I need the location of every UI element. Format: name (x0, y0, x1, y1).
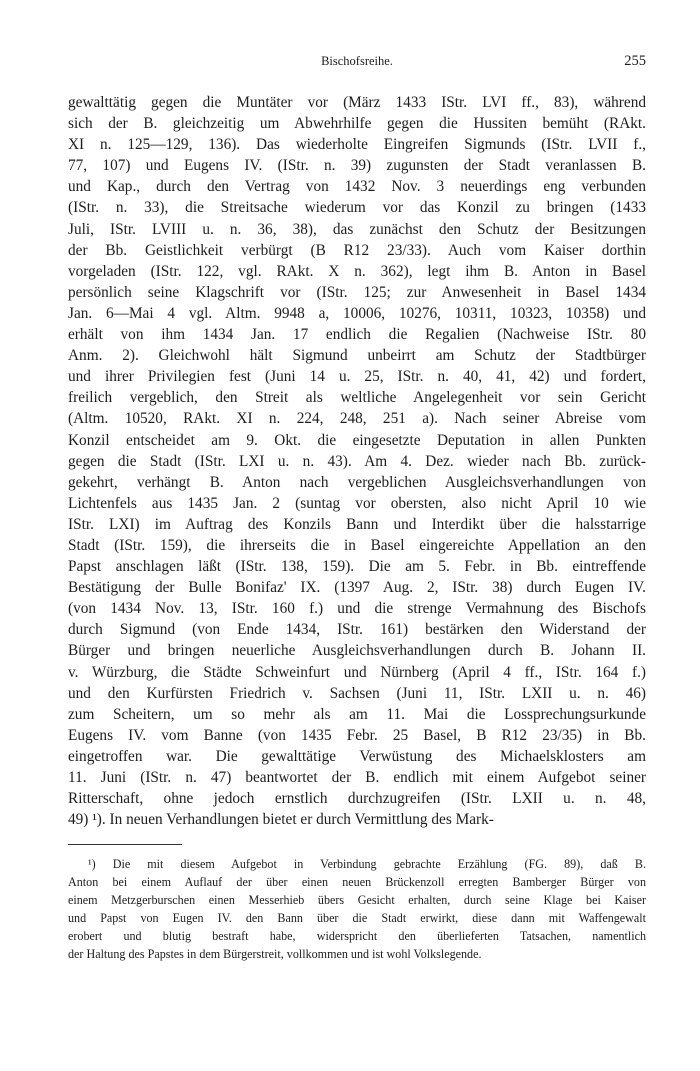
body-line: und ihrer Privilegien fest (Juni 14 u. 25, IStr. n. 40, 41, 42) und fordert, (68, 368, 646, 386)
body-line: gekehrt, verhängt B. Anton nach vergeblichen Ausgleichsverhandlungen von (68, 473, 646, 491)
body-line: 77, 107) und Eugens IV. (IStr. n. 39) zugunsten der Stadt veranlassen B. (68, 157, 646, 175)
body-line: Bestätigung der Bulle Bonifaz' IX. (1397 Aug. 2, IStr. 38) durch Eugen IV. (68, 579, 646, 597)
body-line: gewalttätig gegen die Muntäter vor (März 1433 IStr. LVI ff., 83), während (68, 94, 646, 111)
body-line: Bürger und bringen neuerliche Ausgleichsverhandlungen durch B. Johann II. (68, 642, 646, 660)
footnote-line: ¹) Die mit diesem Aufgebot in Verbindung gebrachte Erzählung (FG. 89), daß B. (88, 857, 646, 871)
page-header (68, 54, 646, 74)
footnote-line: erobert und blutig bestraft habe, widerspricht den überlieferten Tatsachen, namentlich (68, 929, 646, 943)
body-line: 49) ¹). In neuen Verhandlungen bietet er durch Vermittlung des Mark- (68, 811, 494, 829)
body-line: Stadt (IStr. 159), die ihrerseits die in Basel eingereichte Appellation an den (68, 536, 646, 554)
footnote-line: einem Metzgerburschen einen Messerhieb übers Gesicht erhalten, durch seine Klage bei Kaiser (68, 893, 646, 907)
body-line: Ritterschaft, ohne jedoch ernstlich durchzugreifen (IStr. LXII u. n. 48, (68, 790, 646, 808)
body-line: erhält von ihm 1434 Jan. 17 endlich die Regalien (Nachweise IStr. 80 (68, 326, 646, 344)
body-text (68, 92, 646, 830)
body-line: persönlich seine Klagschrift vor (IStr. 125; zur Anwesenheit in Basel 1434 (68, 283, 646, 301)
body-line: und den Kurfürsten Friedrich v. Sachsen (Juni 11, IStr. LXII u. n. 46) (68, 684, 646, 702)
body-line: IStr. LXI) im Auftrag des Konzils Bann und Interdikt über die halsstarrige (68, 515, 646, 533)
body-line: (von 1434 Nov. 13, IStr. 160 f.) und die strenge Vermahnung des Bischofs (68, 600, 646, 618)
body-line: Jan. 6—Mai 4 vgl. Altm. 9948 a, 10006, 10276, 10311, 10323, 10358) und (68, 304, 646, 322)
body-line: Papst anschlagen läßt (IStr. 138, 159). Die am 5. Febr. in Bb. eintreffende (68, 558, 646, 576)
body-line: durch Sigmund (von Ende 1434, IStr. 161) bestärken den Widerstand der (68, 621, 646, 639)
body-line: sich der B. gleichzeitig um Abwehrhilfe gegen die Hussiten bemüht (RAkt. (68, 115, 646, 133)
body-line: vorgeladen (IStr. 122, vgl. RAkt. X n. 362), legt ihm B. Anton in Basel (68, 262, 646, 280)
running-title: Bischofsreihe. (321, 54, 393, 68)
body-line: v. Würzburg, die Städte Schweinfurt und Nürnberg (April 4 ff., IStr. 164 f.) (68, 663, 646, 681)
footnote-line: und Papst von Eugen IV. den Bann über die Stadt erwirkt, diese dann mit Waffengewalt (68, 911, 646, 925)
footnote-separator (68, 844, 182, 845)
body-line: Eugens IV. vom Banne (von 1435 Febr. 25 Basel, B R12 23/35) in Bb. (68, 726, 646, 744)
body-line: und Kap., durch den Vertrag von 1432 Nov. 3 neuerdings eng verbunden (68, 178, 646, 196)
footnote (68, 855, 646, 963)
body-line: freilich vergeblich, den Streit als weltliche Angelegenheit vor sein Gericht (68, 389, 646, 407)
body-line: Lichtenfels aus 1435 Jan. 2 (suntag vor obersten, also nicht April 10 wie (68, 494, 646, 512)
body-line: XI n. 125—129, 136). Das wiederholte Eingreifen Sigmunds (IStr. LVII f., (68, 136, 646, 154)
body-line: 11. Juni (IStr. n. 47) beantwortet der B. endlich mit einem Aufgebot seiner (68, 769, 646, 786)
body-line: Anm. 2). Gleichwohl hält Sigmund unbeirrt am Schutz der Stadtbürger (68, 347, 646, 365)
page-number: 255 (624, 53, 646, 69)
body-line: (IStr. n. 33), die Streitsache wiederum vor das Konzil zu bringen (1433 (68, 199, 646, 217)
body-line: (Altm. 10520, RAkt. XI n. 224, 248, 251 a). Nach seiner Abreise vom (68, 410, 646, 428)
body-line: der Bb. Geistlichkeit verbürgt (B R12 23/33). Auch vom Kaiser dorthin (68, 241, 646, 259)
body-line: Konzil entscheidet am 9. Okt. die eingesetzte Deputation in allen Punkten (68, 431, 646, 449)
footnote-line: der Haltung des Papstes in dem Bürgerstreit, vollkommen und ist wohl Volkslegende. (68, 947, 482, 961)
body-line: Juli, IStr. LVIII u. n. 36, 38), das zunächst den Schutz der Besitzungen (68, 220, 646, 238)
body-line: zum Scheitern, um so mehr als am 11. Mai die Lossprechungsurkunde (68, 705, 646, 723)
footnote-line: Anton bei einem Auflauf der über einen neuen Brückenzoll erregten Bamberger Bürger von (68, 875, 646, 889)
body-line: gegen die Stadt (IStr. LXI u. n. 43). Am 4. Dez. wieder nach Bb. zurück- (68, 452, 646, 470)
body-line: eingetroffen war. Die gewalttätige Verwüstung des Michaelsklosters am (68, 747, 646, 765)
